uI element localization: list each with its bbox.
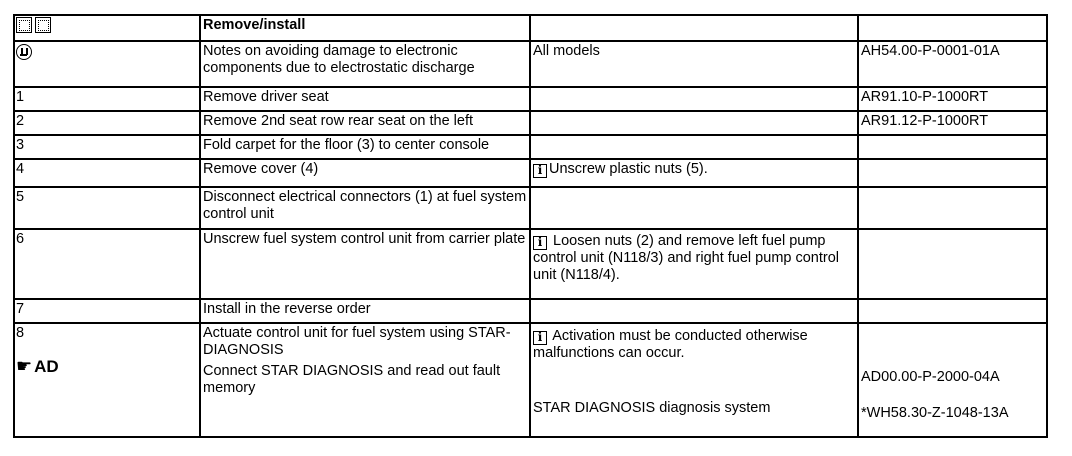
- table-row: [14, 41, 1047, 87]
- table-row: [14, 187, 1047, 229]
- ad-note: [16, 358, 197, 375]
- info-icon[interactable]: i: [533, 236, 547, 250]
- sub-action-text: Connect STAR DIAGNOSIS and read out fault memory: [203, 363, 501, 396]
- header-title: Remove/install: [200, 15, 530, 41]
- note-text: Loosen nuts (2) and remove left fuel pump control unit (N118/3) and right fuel pump control unit (N118/4).: [533, 233, 840, 283]
- ad-label: AD: [34, 357, 59, 376]
- note-cell: [530, 111, 858, 135]
- step-number: 2: [14, 111, 200, 135]
- action-cell: Remove cover (4): [200, 159, 530, 187]
- note-cell: [530, 135, 858, 159]
- expand-icon[interactable]: [16, 17, 32, 33]
- collapse-icon[interactable]: [35, 17, 51, 33]
- action-cell: Fold carpet for the floor (3) to center console: [200, 135, 530, 159]
- reference-cell: [858, 299, 1047, 323]
- reference-link[interactable]: *WH58.30-Z-1048-13A: [861, 405, 1009, 421]
- table-header-row: [14, 15, 1047, 41]
- step-number: 5: [14, 187, 200, 229]
- pointing-hand-icon: ☛: [16, 356, 33, 376]
- reference-cell: [858, 135, 1047, 159]
- info-icon[interactable]: i: [533, 331, 547, 345]
- note-cell: [530, 323, 858, 437]
- action-cell: Disconnect electrical connectors (1) at fuel system control unit: [200, 187, 530, 229]
- reference-link[interactable]: AD00.00-P-2000-04A: [861, 369, 1000, 385]
- step-cell: [14, 323, 200, 437]
- reference-cell: [858, 229, 1047, 299]
- table-row: [14, 135, 1047, 159]
- table-row: [14, 87, 1047, 111]
- esd-warning-icon: [16, 44, 32, 60]
- table-row: [14, 299, 1047, 323]
- reference-cell: [858, 159, 1047, 187]
- step-cell: [14, 41, 200, 87]
- action-cell: Install in the reverse order: [200, 299, 530, 323]
- note-text: Activation must be conducted otherwise malfunctions can occur.: [533, 328, 808, 361]
- table-row: [14, 229, 1047, 299]
- header-empty-cell: [858, 15, 1047, 41]
- reference-link[interactable]: AH54.00-P-0001-01A: [858, 41, 1047, 87]
- note-cell: [530, 87, 858, 111]
- step-number: 1: [14, 87, 200, 111]
- procedure-table: [13, 14, 1048, 438]
- action-cell: Remove driver seat: [200, 87, 530, 111]
- reference-link[interactable]: AR91.12-P-1000RT: [858, 111, 1047, 135]
- header-icons-cell: [14, 15, 200, 41]
- note-cell: [530, 229, 858, 299]
- note-cell: [530, 299, 858, 323]
- action-cell: Notes on avoiding damage to electronic components due to electrostatic discharge: [200, 41, 530, 87]
- note-cell: [530, 187, 858, 229]
- step-number: 6: [14, 229, 200, 299]
- action-cell: Remove 2nd seat row rear seat on the left: [200, 111, 530, 135]
- reference-link[interactable]: AR91.10-P-1000RT: [858, 87, 1047, 111]
- header-empty-cell: [530, 15, 858, 41]
- action-cell: [200, 323, 530, 437]
- step-number: 7: [14, 299, 200, 323]
- note-cell: [530, 159, 858, 187]
- info-icon[interactable]: i: [533, 164, 547, 178]
- reference-cell: [858, 323, 1047, 437]
- action-cell: Unscrew fuel system control unit from carrier plate: [200, 229, 530, 299]
- table-row: [14, 159, 1047, 187]
- reference-cell: [858, 187, 1047, 229]
- step-number: 4: [14, 159, 200, 187]
- table-row: [14, 111, 1047, 135]
- table-row: [14, 323, 1047, 437]
- step-number: 8: [16, 325, 25, 341]
- step-number: 3: [14, 135, 200, 159]
- diagnosis-system-text: STAR DIAGNOSIS diagnosis system: [533, 400, 771, 416]
- note-text: Unscrew plastic nuts (5).: [549, 161, 708, 177]
- note-cell: All models: [530, 41, 858, 87]
- action-text: Actuate control unit for fuel system using STAR-DIAGNOSIS: [203, 325, 511, 358]
